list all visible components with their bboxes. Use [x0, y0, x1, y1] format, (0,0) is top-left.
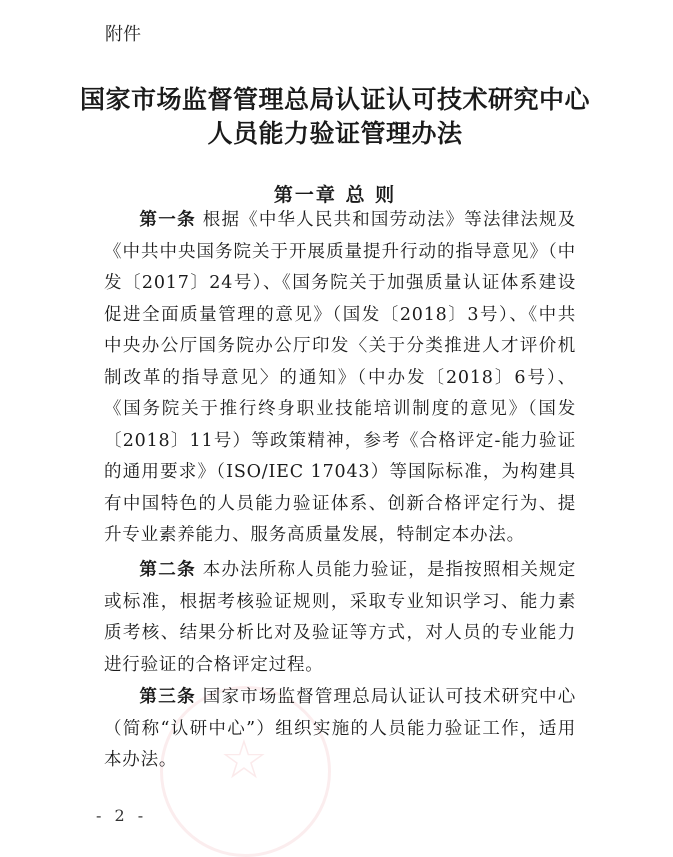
document-title-line2: 人员能力验证管理办法 [207, 119, 463, 148]
article-3-label: 第三条 [139, 687, 197, 707]
page-number: - 2 - [96, 806, 148, 825]
article-2-text: 本办法所称人员能力验证，是指按照相关规定或标准，根据考核验证规则，采取专业知识学习、能力素质考核、结果分析比对及验证等方式，对人员的专业能力进行验证的合格评定过程。 [104, 560, 577, 675]
chapter-heading: 第一章 总 则 [273, 184, 397, 206]
article-1-text: 根据《中华人民共和国劳动法》等法律法规及《中共中央国务院关于开展质量提升行动的指导意见》（中发〔2017〕24号）、《国务院关于加强质量认证体系建设促进全面质量管理的意见》（国发〔2018〕3号）、《中共中央办公厅国务院办公厅印发〈关于分类推进人才评价机制改革的指导意见〉的通知》（中办发〔2018〕6号）、《国务院关于推行终身职业技能培训制度的意见》（国发〔2018〕11号）等政策精神，参考《合格评定-能力验证的通用要求》（ISO/IEC 17043）等国际标准，为构建具有中国特色的人员能力验证体系、创新合格评定行为、提升专业素养能力、服务高质量发展，特制定本办法。 [104, 210, 577, 545]
article-1 [104, 205, 576, 552]
document-title-line1: 国家市场监督管理总局认证认可技术研究中心 [79, 85, 590, 114]
article-1-label: 第一条 [139, 210, 197, 230]
seal-star-icon: ☆ [219, 728, 269, 791]
article-2 [104, 555, 576, 681]
article-2-label: 第二条 [139, 560, 197, 580]
attachment-label: 附件 [105, 24, 141, 45]
article-3-text: 国家市场监督管理总局认证认可技术研究中心（简称“认研中心”）组织实施的人员能力验证工作，适用本办法。 [104, 687, 577, 770]
article-3 [104, 682, 576, 777]
